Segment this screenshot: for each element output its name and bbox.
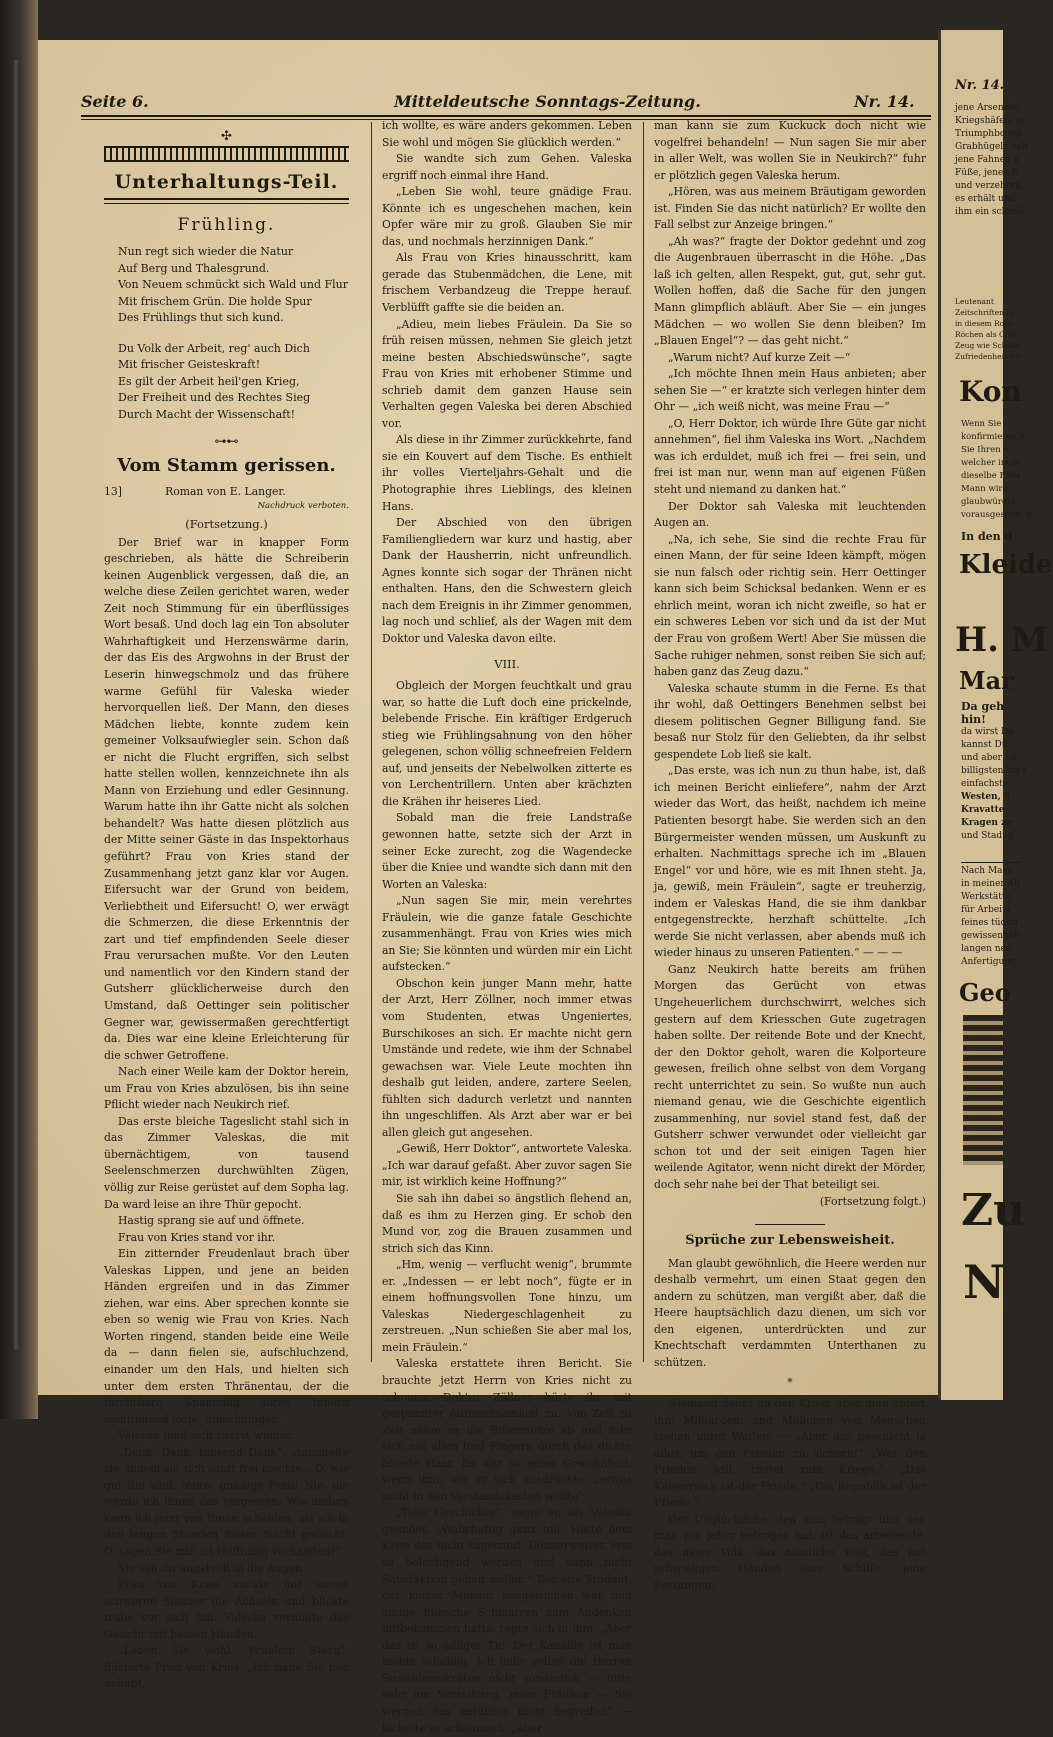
paragraph: Valeska erstattete ihren Bericht. Sie brauchte jetzt Herrn von Kries nicht zu schonen. Doktor Zöllner hörte ihr mit gespannter Aufmerksamkeit zu. Von Zeit zu Zeit nahm er die Bibermütze ab und fuhr sich mit allen fünf Fingern durch das dichte blonde Haar. Es war so seine Gewohnheit, wenn ihm, wie er sich ausdrückte, „etwas nicht in den Verstandskasten wollte“. <box>382 1357 632 1503</box>
paragraph: Ganz Neukirch hatte bereits am frühen Morgen das Gerücht von etwas Ungeheuerlichem durchschwirrt, welches sich gestern auf dem Kriesschen Gute zugetragen haben sollte. Der reitende Bote und der Knecht, der den Doktor geholt, waren die Kolporteure gewesen, freilich ohne selbst von dem Vorgang recht unterrichtet zu sein. So wußte nun auch niemand genau, wie die Geschichte eigentlich zusammenhing, nur soviel stand fest, daß der Gutsherr schwer verwundet oder vielleicht gar schon tot und der seit einigen Tagen hier weilende Agitator, wenn nicht direkt der Mörder, doch sehr nahe bei der That beteiligt sei. <box>654 962 926 1191</box>
column-divider-2 <box>643 122 644 1362</box>
author-line: Roman von E. Langer. <box>165 484 286 498</box>
paragraph: „Ich möchte Ihnen mein Haus anbieten; aber sehen Sie —“ er kratzte sich verlegen hinter dem Ohr — „ich weiß nicht, was meine Frau —“ <box>654 367 926 414</box>
paragraph: „Hm, wenig — verflucht wenig“, brummte er. „Indessen — er lebt noch“, fügte er in einem hoffnungsvollen Tone hinzu, um Valeskas Niedergeschlagenheit zu zerstreuen. „Nun schießen Sie aber mal los, mein Fräulein.“ <box>382 1258 632 1354</box>
next-page-text-b: Leutenant Zeitschriften in in diesem Rock Röchen als Civil Zeug wie Schüler Zufriedenheit wo <box>955 297 1022 361</box>
paragraph: Der Doktor sah Valeska mit leuchtenden Augen an. <box>654 499 926 530</box>
paragraph: Hastig sprang sie auf und öffnete. <box>118 1214 305 1228</box>
next-page-text-a: jene Arsenale, Kriegshäfen, je Triumphbogen Grabhügeln seh jene Fahnen u Füße, jenen E und verzehren, es erhält und ihm ein schmäl <box>955 103 1028 217</box>
paragraph: Valeska fand sich zuerst wieder. <box>118 1429 294 1443</box>
newspaper-name: Mitteldeutsche Sonntags-Zeitung. <box>394 92 701 111</box>
paragraph: Der Abschied von den übrigen Familiengliedern war kurz und hastig, aber Dank der Hausherrin, nicht unfreundlich. Agnes konnte sich sogar der Thränen nicht enthalten. Hans, den die Schwestern gleich nach dem Ereignis in ihr Zimmer genommen, lag noch und schlief, als der Wagen mit dem Doktor und Valeska davon eilte. <box>382 516 632 645</box>
paragraph: Niemand denkt an den Krieg, aber man opfert ihm Milliarden, und Millionen von Menschen stehen unter Waffen. — „Aber das geschieht ja alles, um den Frieden zu sichern!“ „Wer den Frieden will, rüstet zum Kriege.“ „Das Kaiserreich ist der Friede.“ „Die Republik ist der Friede.“ <box>654 1397 926 1510</box>
paragraph: Ein zitternder Freudenlaut brach über Valeskas Lippen, und jene an beiden Händen ergreifen und in das Zimmer ziehen, war eins. Aber sprechen konnte sie eben so wenig wie Frau von Kries. Nach Worten ringend, standen beide eine Weile da — dann fielen sie, aufschluchzend, einander um den Hals, und hielten sich unter dem ersten Thränentau, der die furchtbare Spannung ihres Innern wohlthuend löste, umschlungen. <box>104 1247 349 1426</box>
book-binding <box>0 0 38 1419</box>
section-title-rule <box>104 198 349 204</box>
paragraph: „Leben Sie wohl, teure gnädige Frau. Könnte ich es ungeschehen machen, kein Opfer wäre mir zu groß. Glauben Sie mir das, und nochmals herzinnigen Dank.“ <box>382 185 632 248</box>
ad-line: In den d <box>961 530 1013 543</box>
paragraph: „Na, ich sehe, Sie sind die rechte Frau für einen Mann, der für seine Ideen kämpft, mögen sie nun falsch oder richtig sein. Herr Oettinger kann sich beim Schicksal bedanken. Wenn er es ehrlich meint, woran ich nicht zweifle, so hat er ein schweres Leben vor sich und da ist der Mut der Frau von großem Wert! Aber Sie müssen die Sache ruhiger nehmen, sonst reiben Sie sich auf; haben ganz das Zeug dazu.“ <box>654 532 926 679</box>
paragraph: Man glaubt gewöhnlich, die Heere werden nur deshalb vermehrt, um einen Staat gegen den andern zu schützen, man vergißt aber, daß die Heere hauptsächlich dazu dienen, um sich vor den eigenen, unterdrückten und zur Knechtschaft verdammten Unterthanen zu schützen. <box>654 1256 926 1369</box>
novel-byline <box>104 484 349 501</box>
paragraph: „Hören, was aus meinem Bräutigam geworden ist. Finden Sie das nicht natürlich? Er wollte den Fall selbst zur Anzeige bringen.“ <box>654 185 926 232</box>
paragraph: Als Frau von Kries hinausschritt, kam gerade das Stubenmädchen, die Lene, mit frischem Verbandzeug die Treppe herauf. Verblüfft gaffte sie die beiden an. <box>382 251 632 315</box>
paragraph: „Dank, Dank, tausend Dank“, stammelte sie, indem sie sich sanft frei machte. „O, wie gut Sie sind, teure, gnädige Frau! Nie, nie werde ich Ihnen das vergessen. Wie anders kann ich jetzt von Ihnen scheiden, als ich in den langen Stunden dieser Nacht gedacht. O, sagen Sie mir, ist Hoffnung vorhanden?“ <box>104 1445 349 1558</box>
paragraph: Frau von Kries zuckte mit einem schweren Seufzer die Achseln und blickte trübe vor sich hin. Valeska verhüllte das Gesicht mit beiden Händen. <box>104 1578 349 1641</box>
paragraph: Als diese in ihr Zimmer zurückkehrte, fand sie ein Kouvert auf dem Tische. Es enthielt ihr volles Vierteljahrs-Gehalt und die Photographie ihres Lieblings, des kleinen Hans. <box>382 433 632 513</box>
poem-line: Du Volk der Arbeit, reg' auch Dich <box>118 341 310 355</box>
continuation-note: (Fortsetzung.) <box>185 517 268 532</box>
poem-line: Durch Macht der Wissenschaft! <box>118 407 296 421</box>
ad-heading: Zu <box>961 1185 1026 1236</box>
next-page-edge <box>938 30 1053 1400</box>
ornament-border <box>104 146 349 162</box>
clock-illustration <box>963 1015 1003 1165</box>
reprint-notice: Nachdruck verboten. <box>257 501 349 512</box>
paragraph: ich wollte, es wäre anders gekommen. Leben Sie wohl und mögen Sie glücklich werden.“ <box>382 119 632 149</box>
ad-heading: N <box>963 1255 1006 1309</box>
page-number: Seite 6. <box>81 92 149 111</box>
poem-stanza-2 <box>118 341 349 424</box>
paragraph: „Leben Sie wohl, Fräulein Stern“, flüsterte Frau von Kries. „Ich habe Sie lieb gehabt, <box>104 1644 349 1691</box>
paragraph: „Nun sagen Sie mir, mein verehrtes Fräulein, wie die ganze fatale Geschichte zusammenhängt. Frau von Kries wies mich an Sie; Sie könnten und würden mir ein Licht aufstecken.“ <box>382 894 632 974</box>
poem-line: Es gilt der Arbeit heil'gen Krieg, <box>118 374 300 388</box>
ad-heading: Kleide <box>959 550 1053 580</box>
poem-line: Des Frühlings thut sich kund. <box>118 311 284 324</box>
paragraph: „Warum nicht? Auf kurze Zeit —“ <box>668 350 851 364</box>
poem-line: Mit frischer Geisteskraft! <box>118 358 261 371</box>
header-rule <box>81 115 931 117</box>
poem-line: Mit frischem Grün. Die holde Spur <box>118 294 312 308</box>
paragraph: „Adieu, mein liebes Fräulein. Da Sie so früh reisen müssen, nehmen Sie gleich jetzt meine besten Abschiedswünsche“, sagte Frau von Kries mit erhobener Stimme und schrieb damit dem ganzen Hause sein Verhalten gegen Valeska bei deren Abschied vor. <box>382 317 632 430</box>
ad-heading: Mar <box>959 666 1014 695</box>
paragraph: man kann sie zum Kuckuck doch nicht wie vogelfrei behandeln! — Nun sagen Sie mir aber in aller Welt, was wollen Sie in Neukirch?“ fuhr er plötzlich gegen Valeska herum. <box>654 119 926 182</box>
ad-heading: H. M <box>955 620 1049 660</box>
poem-stanza-1 <box>118 244 349 327</box>
poem-line: Auf Berg und Thalesgrund. <box>118 261 270 275</box>
ad-heading: Kon <box>959 375 1022 408</box>
next-page-text-c: Wenn Sie konfirmieren h Sie Ihren n welcher im be dieselbe Freu Mann wird glaubwürdig vorausgesetzt, d <box>961 419 1032 520</box>
column-2 <box>382 118 632 1737</box>
paragraph: Sobald man die freie Landstraße gewonnen hatte, setzte sich der Arzt in seiner Ecke zurecht, zog die Wagendecke über die Kniee und wandte sich dann mit den Worten an Valeska: <box>382 811 632 891</box>
to-be-continued: (Fortsetzung folgt.) <box>819 1194 926 1208</box>
column-divider-1 <box>371 122 372 1362</box>
paragraph: Der Unglückliche, den man betrügt und den man von jeher betrogen hat, ist das arbeitende, das naive Volk; das nämliche Volk, das mit schwieligen Händen jene Schiffe, jene Festungen, <box>654 1512 926 1593</box>
ornament-icon: ✣ <box>221 129 232 144</box>
chapter-heading: VIII. <box>494 656 520 671</box>
section-title: Unterhaltungs-Teil. <box>114 171 339 193</box>
paragraph: Obschon kein junger Mann mehr, hatte der Arzt, Herr Zöllner, noch immer etwas vom Studenten, etwas Ungeniertes, Burschikoses an sich. Er machte nicht gern Umstände und redete, wie ihm der Schnabel gewachsen war. Viele Leute mochten ihn deshalb gut leiden, andere, zartere Seelen, fühlten sich dadurch verletzt und nannten ihn ungeschliffen. Als Arzt aber war er bei allen gleich gut angesehen. <box>382 976 632 1139</box>
swirl-divider-icon: ⊶⊷ <box>214 434 239 448</box>
page-header <box>38 92 938 116</box>
paragraph: Das erste bleiche Tageslicht stahl sich in das Zimmer Valeskas, die mit übernächtigem, von tausend Seelenschmerzen durchwühlten Zügen, völlig zur Reise gerüstet auf dem Sopha lag. Da ward leise an ihre Thür gepocht. <box>104 1114 349 1211</box>
paragraph: „O, Herr Doktor, ich würde Ihre Güte gar nicht annehmen“, fiel ihm Valeska ins Wort. „Nachdem was ich erduldet, muß ich frei — frei sein, und frei ist man nur, wenn man auf eigenen Füßen steht und niemand zu danken hat.“ <box>654 416 926 497</box>
next-page-text-d: Da geh hin! da wirst Du kannst Du und aber 10 billigsten bis z einfachste Westen, S Kravatte Kragen ze und Stadt g <box>961 700 1028 841</box>
paragraph: Frau von Kries stand vor ihr. <box>118 1230 276 1244</box>
paragraph: „Das erste, was ich nun zu thun habe, ist, daß ich meinen Bericht einliefere“, nahm der Arzt wieder das Wort, das heißt, nachdem ich meine Patienten besorgt habe. Sie werden sich an den Bürgermeister wenden müssen, um Auskunft zu erhalten. Nachmittags spreche ich im „Blauen Engel“ vor und höre, wie es mit Ihnen steht. Ja, ja, gewiß, mein Fräulein“, sagte er treuherzig, indem er Valeskas Hand, die sie ihm dankbar entgegenstreckte, herzhaft schüttelte. „Ich werde Sie nicht verlassen, aber abends muß ich wieder hinaus zu unseren Patienten.“ — — — <box>654 764 926 960</box>
paragraph: Sie sah ihn dabei so ängstlich flehend an, daß es ihm zu Herzen ging. Er schob den Mund vor, zog die Brauen zusammen und strich sich das Kinn. <box>382 1192 632 1255</box>
issue-number: Nr. 14. <box>854 92 915 111</box>
paragraph: Nach einer Weile kam der Doktor herein, um Frau von Kries abzulösen, bis ihn seine Pflicht wieder nach Neukirch rief. <box>104 1065 349 1112</box>
paragraph: „Gewiß, Herr Doktor“, antwortete Valeska. „Ich war darauf gefaßt. Aber zuvor sagen Sie mir, ist wirklich keine Hoffnung?“ <box>382 1142 632 1189</box>
section-divider <box>755 1224 825 1225</box>
poem-title: Frühling. <box>177 215 276 235</box>
paragraph: „Ah was?“ fragte der Doktor gedehnt und zog die Augenbrauen überrascht in die Höhe. „Das laß ich gelten, allen Respekt, gut, gut, sehr gut. Wollen hoffen, daß die Sache für den jungen Mann glimpflich abläuft. Aber Sie — ein junges Mädchen — wo wollen Sie denn bleiben? Im „Blauen Engel“? — das geht nicht.“ <box>654 234 926 348</box>
poem-line: Nun regt sich wieder die Natur <box>118 245 294 258</box>
poem-line: Von Neuem schmückt sich Wald und Flur <box>118 278 349 291</box>
next-page-text-e: Nach Mass in meiner Ab Werkstätte für Arbeits feines tüchti gewissenhaft langen nen Anfertigung <box>961 862 1021 969</box>
column-1 <box>104 120 349 1693</box>
paragraph: Obgleich der Morgen feuchtkalt und grau war, so hatte die Luft doch eine prickelnde, belebende Frische. Ein kräftiger Erdgeruch stieg wie Frühlingsahnung von den höher gelegenen, schon völlig schneefreien Feldern auf, und jenseits der Nebelwolken zitterte es von Lerchentrillern. Unten aber krächzten die Krähen ihr heiseres Lied. <box>382 679 632 808</box>
binding-spine <box>14 60 18 1350</box>
installment-number: 13] <box>104 484 122 498</box>
paragraph: Der Brief war in knapper Form geschrieben, als hätte die Schreiberin keinen Augenblick vergessen, daß die, an welche diese Zeilen gerichtet waren, weder Zeit noch Stimmung für ein überflüssiges Wort besaß. Und doch lag ein Ton absoluter Wahrhaftigkeit und Herzenswärme darin, der das Eis des Argwohns in der Brust der Leserin hinwegschmolz und das frühere warme Gefühl für Valeska wieder hervorquellen ließ. Der Mann, den dieses Mädchen liebte, konnte zudem kein gemeiner Volksaufwiegler sein. Schon daß er nicht die Flucht ergriffen, sich selbst hatte stellen wollen, kennzeichnete ihn als Mann von Erziehung und edler Gesinnung. Warum hatte ihn ihr Gatte nicht als solchen behandelt? Was hatte diesen plötzlich aus der Mitte seiner Gäste in das Inspektorhaus geführt? Frau von Kries stand der Zusammenhang jetzt ganz klar vor Augen. Eifersucht war der Grund von beidem, Verliebtheit und Eifersucht! O, wer erwägt die Schmerzen, die diese Erkenntnis der zart und tief empfindenden Seele dieser Frau verursachen mußte. Vor den Leuten und namentlich vor den Kindern stand der Gutsherr glücklicherweise durch den Umstand, daß Oettinger sein politischer Gegner war, gewissermaßen gerechtfertigt da. Dies war eine kleine Erleichterung für die schwer Getroffene. <box>104 535 349 1062</box>
paragraph: Valeska schaute stumm in die Ferne. Es that ihr wohl, daß Oettingers Benehmen selbst bei diesem politischen Gegner Billigung fand. Sie besaß nur Stolz für den Geliebten, da ihr selbst gespendete Lob ließ sie kalt. <box>654 681 926 761</box>
paragraph: Sie wandte sich zum Gehen. Valeska ergriff noch einmal ihre Hand. <box>382 152 632 182</box>
newspaper-page <box>38 40 938 1735</box>
paragraph: Sie sah ihr angstvoll in die Augen. <box>118 1561 306 1575</box>
star-divider-icon: * <box>787 1376 793 1390</box>
novel-title: Vom Stamm gerissen. <box>117 454 336 476</box>
sprueche-title: Sprüche zur Lebensweisheit. <box>685 1233 895 1249</box>
poem-line: Der Freiheit und des Rechtes Sieg <box>118 391 311 404</box>
ad-heading: Geo <box>959 978 1011 1007</box>
paragraph: „Tolle Geschichte“, sagte er, als Valeska geendet. „Wahrhaftig ganz toll. Hätte dem Kries das nicht zugetraut. Donnerwetter, erst so beleidigend werden und dann nicht Satisfaktion geben wollen.“ Der alte Student, der keiner Mensur ausgewichen war und einige hübsche Schmarren zum Andenken mitbekommen hatte, regte sich in ihm. „Aber das ist so adliger Tic. Der Kanaille ist man nichts schuldig. Ich liebe selbst die Herren Sozialdemokraten nicht sonderlich — bitte sehr um Verzeihung, mein Fräulein — Sie werden das natürlich nicht begreifen“ — lächelte er schelmisch, „aber <box>382 1506 632 1735</box>
next-page-issue: Nr. 14. <box>955 78 1005 93</box>
column-3 <box>654 118 926 1595</box>
